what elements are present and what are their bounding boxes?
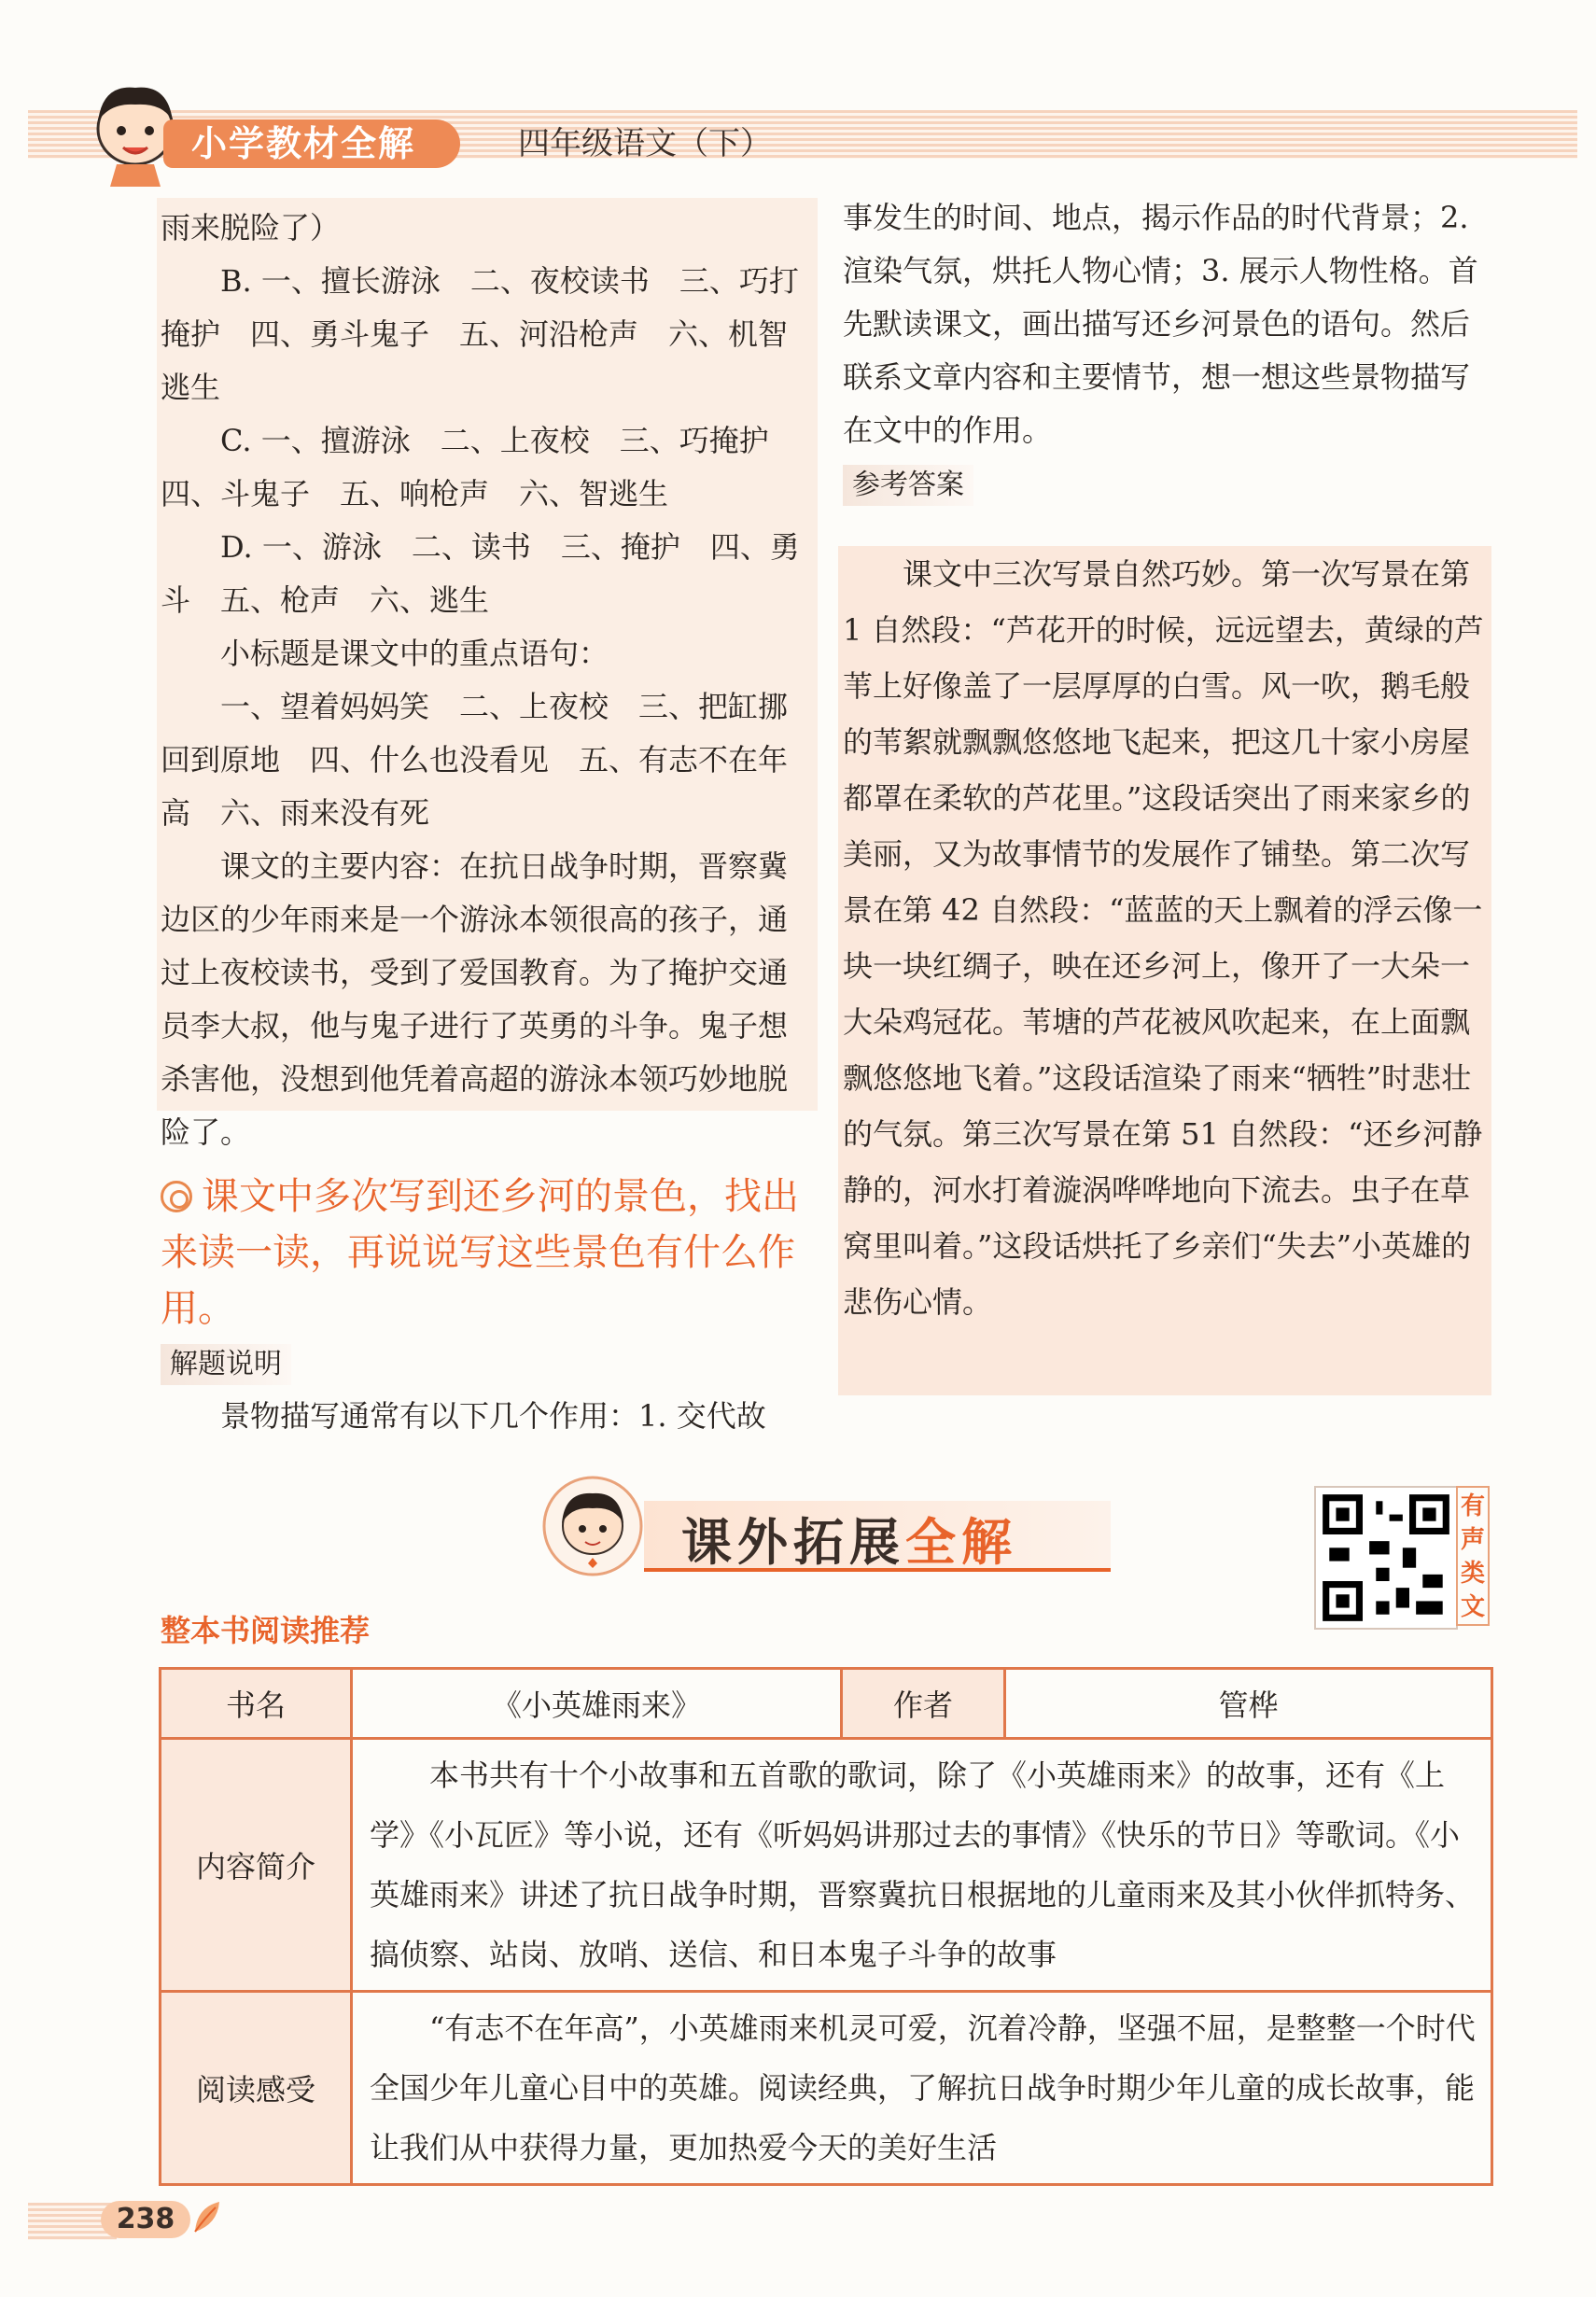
option-d: D. 一、游泳 二、读书 三、掩护 四、勇斗 五、枪声 六、逃生: [161, 529, 800, 618]
subtitle-intro: 小标题是课文中的重点语句：: [220, 636, 609, 671]
main-content: 课文的主要内容：在抗日战争时期，晋察冀边区的少年雨来是一个游泳本领很高的孩子，通过上夜校读书，受到了爱国教育。为了掩护交通员李大叔，他与鬼子进行了英勇的斗争。鬼子想杀害他，没想到他凭着高超的游泳本领巧妙地脱险了。: [161, 848, 789, 1150]
author-name: 管桦: [1005, 1669, 1492, 1739]
leaf-icon: [191, 2198, 223, 2235]
question-icon: [161, 1181, 192, 1212]
feeling-cell: “有志不在年高”，小英雄雨来机灵可爱，沉着冷静，坚强不屈，是整整一个时代全国少年儿童心目中的英雄。阅读经典，了解抗日战争时期少年儿童的成长故事，能让我们从中获得力量，更加热爱今天的美好生活: [352, 1992, 1492, 2185]
book-label: 书名: [161, 1669, 352, 1739]
right-column-top: [843, 191, 1496, 511]
author-label: 作者: [842, 1669, 1005, 1739]
feeling-label: 阅读感受: [161, 1992, 352, 2185]
audio-text-label: 有声类文: [1456, 1486, 1490, 1626]
table-row: [161, 1669, 1492, 1739]
intro-label: 内容简介: [161, 1739, 352, 1992]
option-b: B. 一、擅长游泳 二、夜校读书 三、巧打掩护 四、勇斗鬼子 五、河沿枪声 六、机智逃生: [161, 263, 799, 405]
option-c: C. 一、擅游泳 二、上夜校 三、巧掩护 四、斗鬼子 五、响枪声 六、智逃生: [161, 423, 799, 511]
page-number: 238: [101, 2201, 190, 2238]
girl-mascot-icon: [541, 1475, 644, 1577]
table-row: [161, 1992, 1492, 2185]
intro-cell: 本书共有十个小故事和五首歌的歌词，除了《小英雄雨来》的故事，还有《上学》《小瓦匠》等小说，还有《听妈妈讲那过去的事情》《快乐的节日》等歌词。《小英雄雨来》讲述了抗日战争时期，晋察冀抗日根据地的儿童雨来及其小伙伴抓特务、搞侦察、站岗、放哨、送信、和日本鬼子斗争的故事: [352, 1739, 1492, 1992]
section-title: [541, 1475, 1129, 1577]
section-title-text: 课外拓展全解: [681, 1513, 1017, 1572]
question: 课文中多次写到还乡河的景色，找出来读一读，再说说写这些景色有什么作用。: [161, 1175, 799, 1330]
tag-explain: 解题说明: [161, 1344, 291, 1385]
right-column-answer: [843, 546, 1489, 1330]
grade-title: 四年级语文（下）: [518, 125, 772, 162]
recommend-title: 整本书阅读推荐: [161, 1613, 371, 1648]
left-column: [161, 202, 809, 1443]
table-row: [161, 1739, 1492, 1992]
brand-tab: 小学教材全解: [163, 119, 460, 168]
book-table: [159, 1667, 1493, 2186]
qr-code-icon[interactable]: [1314, 1486, 1458, 1630]
explain-continued: 事发生的时间、地点，揭示作品的时代背景；2. 渲染气氛，烘托人物心情；3. 展示人物性格。首先默读课文，画出描写还乡河景色的语句。然后联系文章内容和主要情节，想一想这些景物描写在文中的作用。: [843, 200, 1478, 448]
reference-answer: 课文中三次写景自然巧妙。第一次写景在第 1 自然段：“芦花开的时候，远远望去，黄绿的芦苇上好像盖了一层厚厚的白雪。风一吹，鹅毛般的苇絮就飘飘悠悠地飞起来，把这几十家小房屋都罩在柔软的芦花里。”这段话突出了雨来家乡的美丽，又为故事情节的发展作了铺垫。第二次写景在第 42 自然段：“蓝蓝的天上飘着的浮云像一块一块红绸子，映在还乡河上，像开了一大朵一大朵鸡冠花。苇塘的芦花被风吹起来，在上面飘飘悠悠地飞着。”这段话渲染了雨来“牺牲”时悲壮的气氛。第三次写景在第 51 自然段：“还乡河静静的，河水打着漩涡哗哗地向下流去。虫子在草窝里叫着。”这段话烘托了乡亲们“失去”小英雄的悲伤心情。: [843, 556, 1484, 1320]
continued-line: 雨来脱险了）: [161, 210, 341, 245]
explain-start: 景物描写通常有以下几个作用：1. 交代故: [220, 1398, 766, 1434]
subtitle-list: 一、望着妈妈笑 二、上夜校 三、把缸挪回到原地 四、什么也没看见 五、有志不在年高 六、雨来没有死: [161, 689, 789, 831]
tag-answer: 参考答案: [843, 465, 973, 506]
book-name: 《小英雄雨来》: [352, 1669, 842, 1739]
